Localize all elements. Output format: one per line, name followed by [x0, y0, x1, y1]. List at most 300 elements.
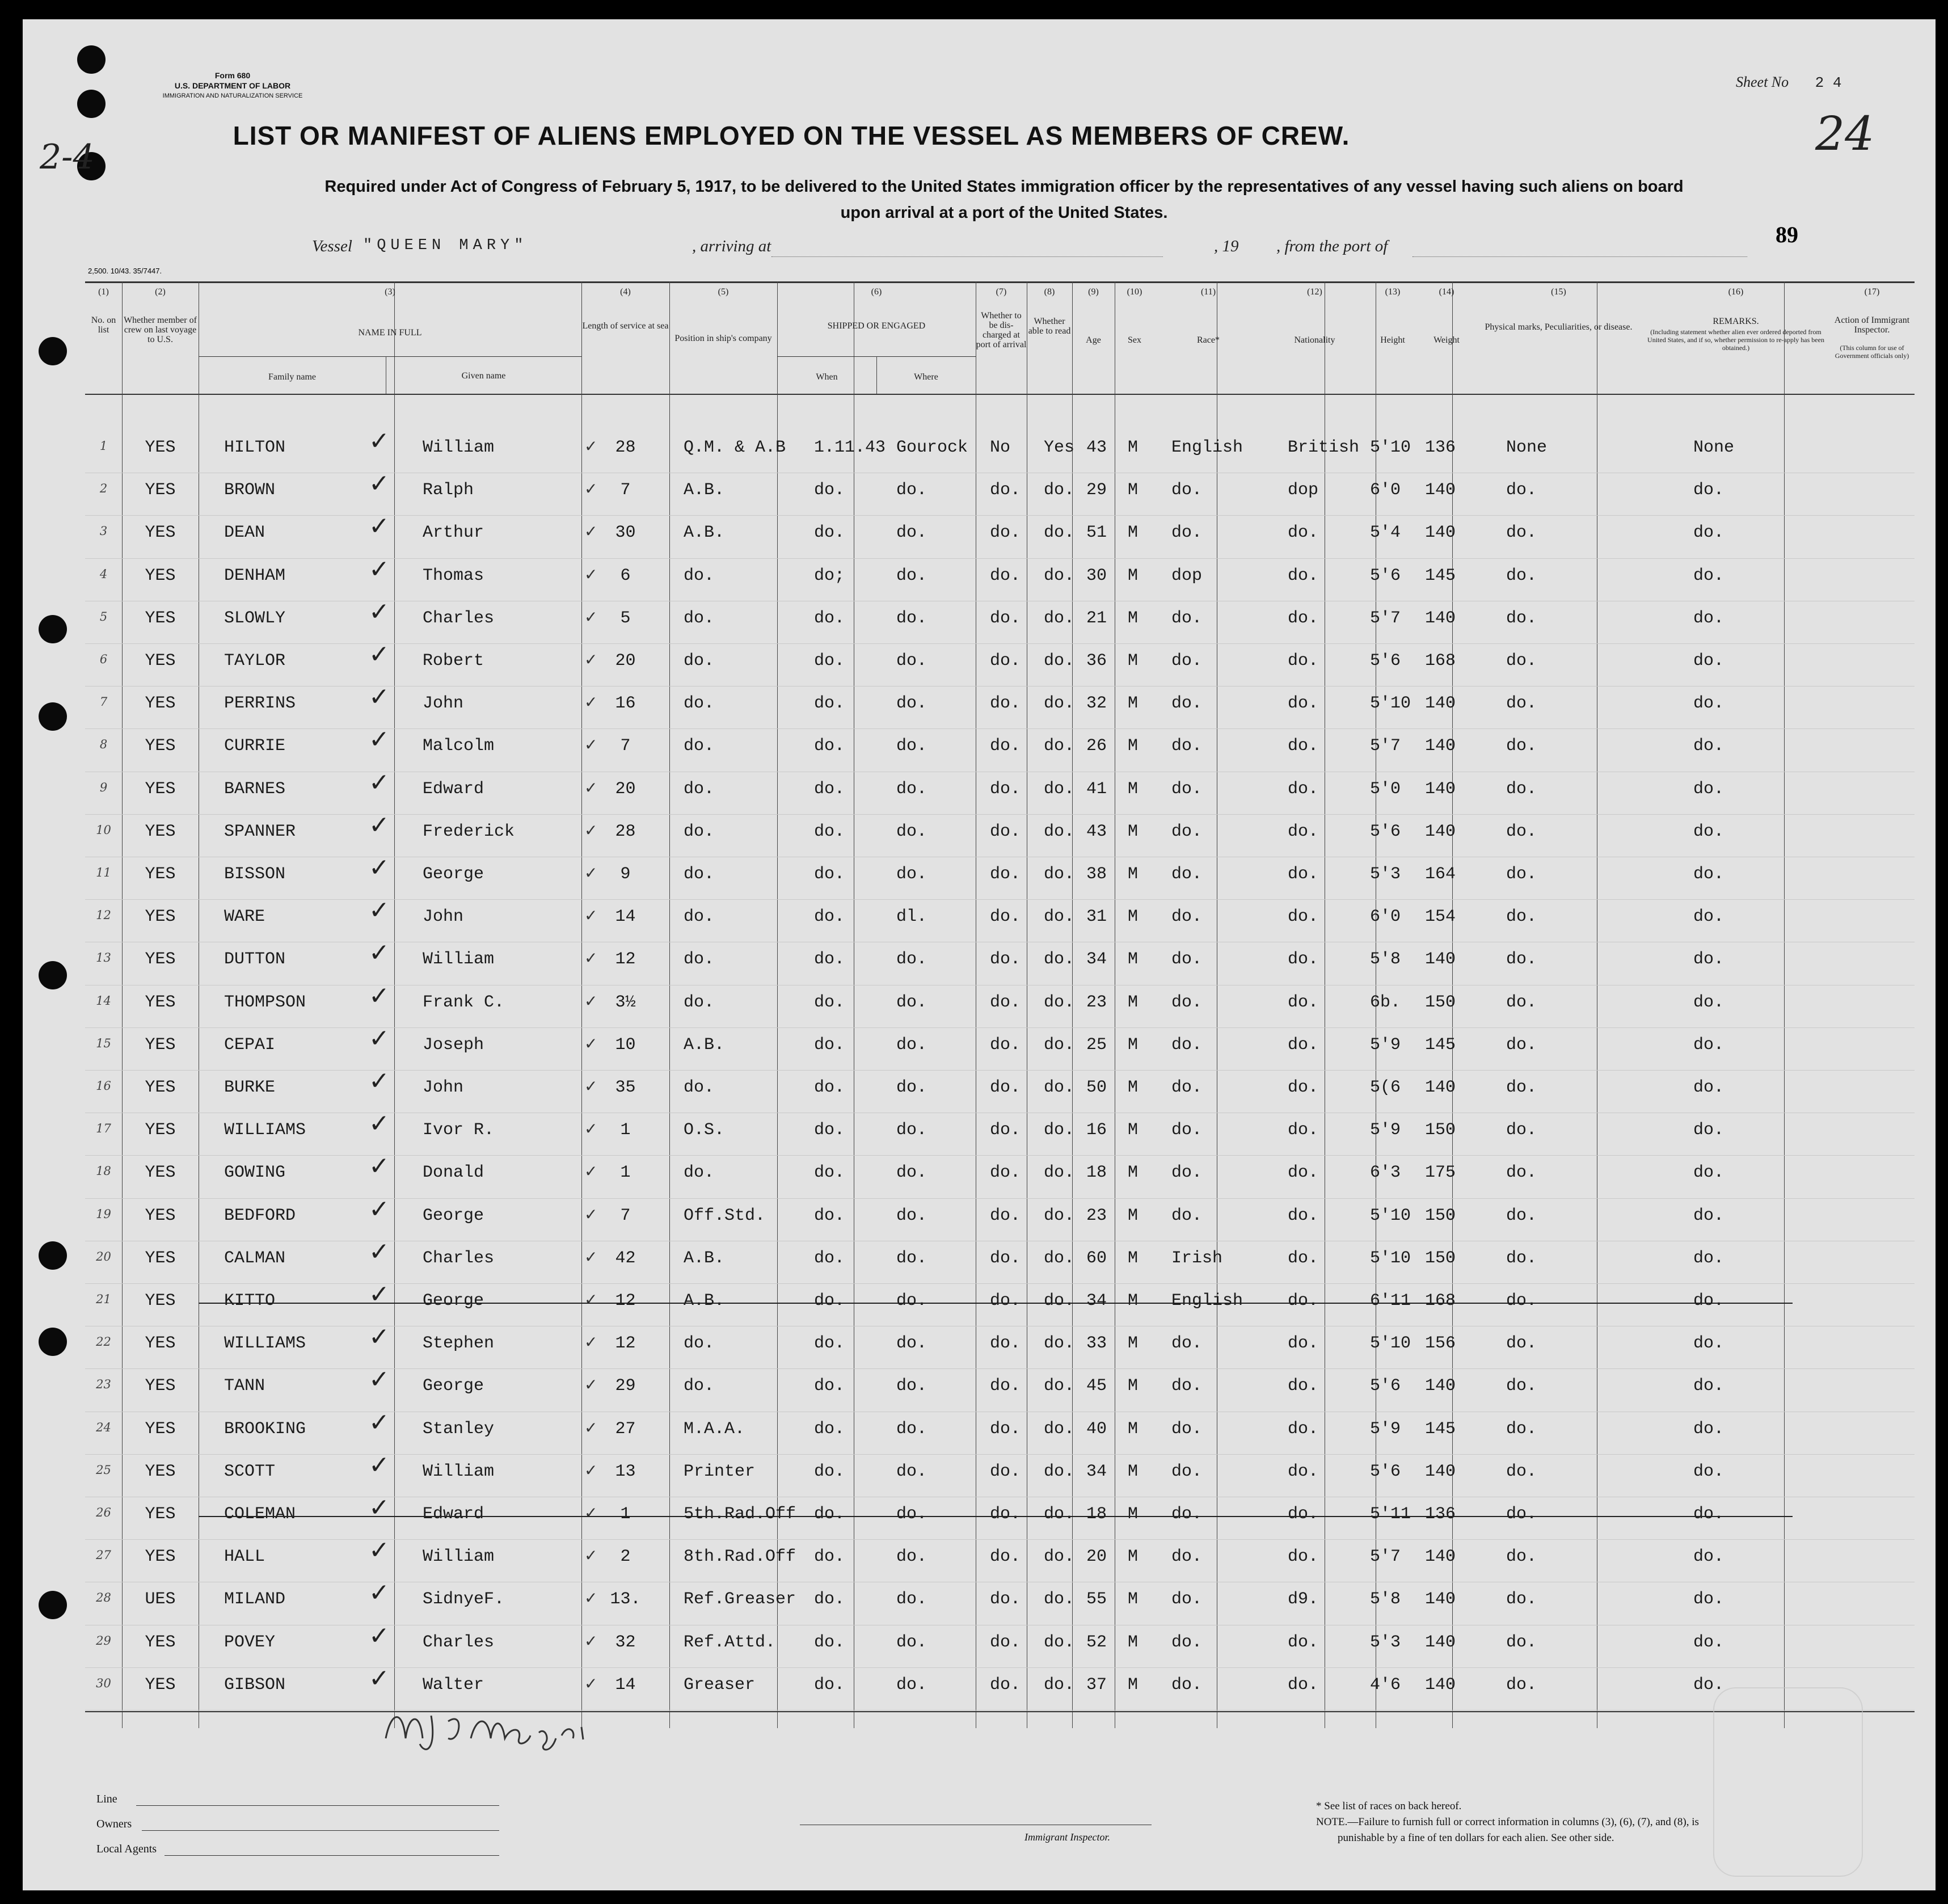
- member-cell: YES: [145, 1078, 176, 1097]
- shipped-where-cell: Gourock: [896, 438, 968, 457]
- race-cell: do.: [1171, 1334, 1203, 1354]
- able-to-read-cell: do.: [1044, 1121, 1075, 1140]
- given-name-cell: John: [423, 694, 464, 714]
- checkmark-icon: ✓: [369, 1152, 390, 1181]
- given-name-cell: William: [423, 438, 495, 457]
- table-row: [85, 725, 1915, 772]
- discharged-cell: do.: [990, 1376, 1021, 1396]
- remarks-cell: do.: [1693, 1206, 1724, 1225]
- sex-cell: M: [1128, 1248, 1139, 1268]
- sex-cell: M: [1128, 1505, 1139, 1524]
- table-row: [85, 1280, 1915, 1327]
- row-number-cell: 24: [96, 1420, 111, 1434]
- shipped-when-cell: do.: [814, 736, 845, 756]
- weight-cell: 150: [1425, 992, 1456, 1012]
- column-header-when: When: [816, 372, 838, 382]
- shipped-where-cell: do.: [896, 1121, 927, 1140]
- service-length-cell: 14: [615, 1675, 636, 1695]
- remarks-cell: do.: [1693, 1035, 1724, 1055]
- weight-cell: 145: [1425, 566, 1456, 585]
- weight-cell: 140: [1425, 694, 1456, 714]
- physical-marks-cell: do.: [1506, 736, 1537, 756]
- race-cell: English: [1171, 438, 1243, 457]
- tick-icon: ✓: [584, 991, 598, 1010]
- family-name-cell: SLOWLY: [224, 608, 286, 628]
- row-number-cell: 17: [96, 1122, 111, 1136]
- remarks-cell: do.: [1693, 1078, 1724, 1097]
- table-rule: [85, 394, 1915, 395]
- checkmark-icon: ✓: [369, 853, 390, 882]
- member-cell: YES: [145, 1206, 176, 1225]
- checkmark-icon: ✓: [369, 427, 390, 456]
- able-to-read-cell: do.: [1044, 1078, 1075, 1097]
- weight-cell: 156: [1425, 1334, 1456, 1354]
- checkmark-icon: ✓: [369, 1109, 390, 1139]
- sex-cell: M: [1128, 822, 1139, 841]
- tick-icon: ✓: [584, 1546, 598, 1565]
- remarks-cell: do.: [1693, 779, 1724, 799]
- row-rule: [85, 1027, 1915, 1028]
- tick-icon: ✓: [584, 607, 598, 626]
- column-header-discharged: Whether to be dis-charged at port of arrival: [976, 311, 1027, 349]
- row-number-cell: 12: [96, 908, 111, 922]
- weight-cell: 145: [1425, 1419, 1456, 1439]
- signature-scribble: [380, 1704, 596, 1755]
- physical-marks-cell: do.: [1506, 992, 1537, 1012]
- physical-marks-cell: do.: [1506, 1461, 1537, 1481]
- service-length-cell: 7: [620, 736, 631, 756]
- row-number-cell: 10: [96, 823, 111, 837]
- shipped-when-cell: do.: [814, 1078, 845, 1097]
- tick-icon: ✓: [584, 522, 598, 541]
- service-length-cell: 12: [615, 1291, 636, 1311]
- crew-table: [85, 281, 1915, 1734]
- physical-marks-cell: do.: [1506, 1035, 1537, 1055]
- nationality-cell: d9.: [1288, 1590, 1319, 1610]
- physical-marks-cell: do.: [1506, 1163, 1537, 1183]
- column-header-action-note: (This column for use of Government officials only): [1835, 344, 1909, 360]
- sex-cell: M: [1128, 1547, 1139, 1567]
- height-cell: 5'7: [1370, 608, 1401, 628]
- punch-hole: [39, 1241, 67, 1270]
- able-to-read-cell: do.: [1044, 950, 1075, 970]
- tick-icon: ✓: [584, 479, 598, 499]
- able-to-read-cell: do.: [1044, 1248, 1075, 1268]
- service-length-cell: 13: [615, 1461, 636, 1481]
- race-cell: do.: [1171, 1035, 1203, 1055]
- nationality-cell: do.: [1288, 1334, 1319, 1354]
- discharged-cell: do.: [990, 1461, 1021, 1481]
- checkmark-icon: ✓: [369, 981, 390, 1010]
- nationality-cell: do.: [1288, 694, 1319, 714]
- family-name-cell: WILLIAMS: [224, 1334, 306, 1354]
- sex-cell: M: [1128, 1461, 1139, 1481]
- position-cell: do.: [684, 1376, 715, 1396]
- shipped-when-cell: do.: [814, 1291, 845, 1311]
- checkmark-icon: ✓: [369, 1322, 390, 1352]
- column-header-no-on-list: No. on list: [91, 315, 116, 335]
- checkmark-icon: ✓: [369, 597, 390, 626]
- member-cell: YES: [145, 608, 176, 628]
- shipped-where-cell: do.: [896, 1291, 927, 1311]
- tick-icon: ✓: [584, 565, 598, 584]
- discharged-cell: do.: [990, 779, 1021, 799]
- arriving-blank: [771, 256, 1163, 257]
- position-cell: A.B.: [684, 1291, 725, 1311]
- shipped-where-cell: dl.: [896, 907, 927, 927]
- column-header-physical-marks: Physical marks, Peculiarities, or disease.: [1485, 322, 1633, 332]
- member-cell: YES: [145, 566, 176, 585]
- table-row: [85, 1194, 1915, 1242]
- owners-blank: [142, 1830, 499, 1831]
- physical-marks-cell: do.: [1506, 566, 1537, 585]
- service-length-cell: 20: [615, 651, 636, 671]
- subheader-rule: [199, 356, 581, 357]
- physical-marks-cell: do.: [1506, 1590, 1537, 1610]
- row-rule: [85, 814, 1915, 815]
- remarks-cell: do.: [1693, 950, 1724, 970]
- table-row: [85, 1450, 1915, 1498]
- checkmark-icon: ✓: [369, 469, 390, 499]
- column-number: (16): [1728, 287, 1744, 297]
- service-length-cell: 9: [620, 865, 631, 884]
- member-cell: YES: [145, 1248, 176, 1268]
- able-to-read-cell: do.: [1044, 865, 1075, 884]
- age-cell: 23: [1086, 1206, 1107, 1225]
- position-cell: do.: [684, 566, 715, 585]
- shipped-where-cell: do.: [896, 566, 927, 585]
- weight-cell: 140: [1425, 608, 1456, 628]
- family-name-cell: PERRINS: [224, 694, 296, 714]
- sex-cell: M: [1128, 1590, 1139, 1610]
- service-length-cell: 30: [615, 523, 636, 543]
- position-cell: do.: [684, 992, 715, 1012]
- shipped-where-cell: do.: [896, 694, 927, 714]
- nationality-cell: British: [1288, 438, 1360, 457]
- tick-icon: ✓: [584, 778, 598, 797]
- nationality-cell: do.: [1288, 523, 1319, 543]
- tick-icon: ✓: [584, 906, 598, 925]
- row-number-cell: 8: [99, 738, 108, 752]
- position-cell: do.: [684, 1163, 715, 1183]
- row-rule: [85, 1155, 1915, 1156]
- shipped-where-cell: do.: [896, 523, 927, 543]
- age-cell: 25: [1086, 1035, 1107, 1055]
- family-name-cell: CEPAI: [224, 1035, 276, 1055]
- remarks-cell: do.: [1693, 1632, 1724, 1652]
- owners-label: Owners: [96, 1818, 132, 1830]
- age-cell: 60: [1086, 1248, 1107, 1268]
- tick-icon: ✓: [584, 1460, 598, 1480]
- shipped-where-cell: do.: [896, 1248, 927, 1268]
- able-to-read-cell: Yes: [1044, 438, 1075, 457]
- weight-cell: 168: [1425, 651, 1456, 671]
- given-name-cell: William: [423, 1461, 495, 1481]
- shipped-when-cell: do.: [814, 1248, 845, 1268]
- margin-handwritten-number: 2-4: [40, 137, 95, 177]
- discharged-cell: do.: [990, 736, 1021, 756]
- race-cell: do.: [1171, 481, 1203, 500]
- shipped-when-cell: do.: [814, 481, 845, 500]
- row-number-cell: 14: [96, 993, 111, 1008]
- height-cell: 5'10: [1370, 1206, 1411, 1225]
- race-cell: do.: [1171, 1632, 1203, 1652]
- age-cell: 21: [1086, 608, 1107, 628]
- column-header-race: Race*: [1197, 335, 1220, 345]
- family-name-cell: POVEY: [224, 1632, 276, 1652]
- able-to-read-cell: do.: [1044, 1505, 1075, 1524]
- position-cell: 8th.Rad.Off: [684, 1547, 796, 1567]
- able-to-read-cell: do.: [1044, 822, 1075, 841]
- column-number: (1): [98, 287, 109, 297]
- sex-cell: M: [1128, 950, 1139, 970]
- height-cell: 6'3: [1370, 1163, 1401, 1183]
- family-name-cell: COLEMAN: [224, 1505, 296, 1524]
- age-cell: 18: [1086, 1505, 1107, 1524]
- vessel-label: Vessel: [312, 237, 352, 255]
- sex-cell: M: [1128, 865, 1139, 884]
- family-name-cell: KITTO: [224, 1291, 276, 1311]
- checkmark-icon: ✓: [369, 1194, 390, 1224]
- table-row: [85, 981, 1915, 1029]
- tick-icon: ✓: [584, 437, 598, 456]
- sex-cell: M: [1128, 736, 1139, 756]
- checkmark-icon: ✓: [369, 1280, 390, 1309]
- vessel-name: "QUEEN MARY": [363, 237, 528, 254]
- remarks-cell: do.: [1693, 694, 1724, 714]
- service-length-cell: 42: [615, 1248, 636, 1268]
- nationality-cell: do.: [1288, 822, 1319, 841]
- sex-cell: M: [1128, 694, 1139, 714]
- tick-icon: ✓: [584, 949, 598, 968]
- row-number-cell: 20: [96, 1249, 111, 1263]
- sex-cell: M: [1128, 907, 1139, 927]
- sex-cell: M: [1128, 1206, 1139, 1225]
- row-number-cell: 7: [99, 695, 108, 709]
- sex-cell: M: [1128, 438, 1139, 457]
- print-code: 2,500. 10/43. 35/7447.: [88, 267, 162, 275]
- table-rule: [85, 1711, 1915, 1712]
- checkmark-icon: ✓: [369, 1621, 390, 1650]
- remarks-cell: do.: [1693, 736, 1724, 756]
- remarks-cell: do.: [1693, 566, 1724, 585]
- race-cell: do.: [1171, 736, 1203, 756]
- table-row: [85, 1493, 1915, 1540]
- height-cell: 5'10: [1370, 1248, 1411, 1268]
- able-to-read-cell: do.: [1044, 1419, 1075, 1439]
- shipped-when-cell: do.: [814, 1163, 845, 1183]
- tick-icon: ✓: [584, 1503, 598, 1522]
- family-name-cell: BROOKING: [224, 1419, 306, 1439]
- member-cell: YES: [145, 907, 176, 927]
- physical-marks-cell: do.: [1506, 1547, 1537, 1567]
- sex-cell: M: [1128, 992, 1139, 1012]
- position-cell: A.B.: [684, 481, 725, 500]
- inspector-label: Immigrant Inspector.: [1024, 1831, 1110, 1843]
- row-number-cell: 23: [96, 1378, 111, 1392]
- shipped-where-cell: do.: [896, 1206, 927, 1225]
- manifest-sheet: [23, 19, 1936, 1890]
- shipped-where-cell: do.: [896, 651, 927, 671]
- position-cell: do.: [684, 1078, 715, 1097]
- family-name-cell: GOWING: [224, 1163, 286, 1183]
- given-name-cell: Charles: [423, 1632, 495, 1652]
- age-cell: 18: [1086, 1163, 1107, 1183]
- age-cell: 30: [1086, 566, 1107, 585]
- sex-cell: M: [1128, 1078, 1139, 1097]
- remarks-cell: do.: [1693, 1376, 1724, 1396]
- service-length-cell: 10: [615, 1035, 636, 1055]
- height-cell: 5'6: [1370, 822, 1401, 841]
- remarks-cell: do.: [1693, 1590, 1724, 1610]
- given-name-cell: George: [423, 1206, 484, 1225]
- tick-icon: ✓: [584, 1119, 598, 1139]
- nationality-cell: do.: [1288, 907, 1319, 927]
- family-name-cell: DUTTON: [224, 950, 286, 970]
- remarks-cell: do.: [1693, 1121, 1724, 1140]
- form-label: [125, 70, 340, 101]
- punch-hole: [39, 1328, 67, 1356]
- row-number-cell: 13: [96, 951, 111, 965]
- age-cell: 34: [1086, 1461, 1107, 1481]
- physical-marks-cell: None: [1506, 438, 1548, 457]
- from-port-label: , from the port of: [1276, 237, 1388, 255]
- able-to-read-cell: do.: [1044, 608, 1075, 628]
- row-rule: [85, 1710, 1915, 1711]
- able-to-read-cell: do.: [1044, 1206, 1075, 1225]
- race-cell: do.: [1171, 1590, 1203, 1610]
- column-number: (9): [1088, 287, 1099, 297]
- age-cell: 34: [1086, 1291, 1107, 1311]
- member-cell: YES: [145, 1632, 176, 1652]
- age-cell: 45: [1086, 1376, 1107, 1396]
- member-cell: UES: [145, 1590, 176, 1610]
- sex-cell: M: [1128, 608, 1139, 628]
- row-number-cell: 25: [96, 1463, 111, 1477]
- row-number-cell: 16: [96, 1079, 111, 1093]
- row-number-cell: 1: [99, 439, 108, 453]
- vessel-line: [312, 237, 1747, 260]
- remarks-cell: do.: [1693, 523, 1724, 543]
- tick-icon: ✓: [584, 1375, 598, 1395]
- shipped-when-cell: do.: [814, 779, 845, 799]
- punch-hole: [39, 615, 67, 643]
- strike-through-line: [199, 1516, 1793, 1517]
- page-subtitle: [318, 174, 1690, 226]
- able-to-read-cell: do.: [1044, 651, 1075, 671]
- row-rule: [85, 1539, 1915, 1540]
- checkmark-icon: ✓: [369, 725, 390, 755]
- age-cell: 23: [1086, 992, 1107, 1012]
- remarks-cell: do.: [1693, 1675, 1724, 1695]
- given-name-cell: Malcolm: [423, 736, 495, 756]
- remarks-cell: do.: [1693, 1163, 1724, 1183]
- sex-cell: M: [1128, 1163, 1139, 1183]
- shipped-where-cell: do.: [896, 1078, 927, 1097]
- nationality-cell: do.: [1288, 1078, 1319, 1097]
- discharged-cell: do.: [990, 1163, 1021, 1183]
- discharged-cell: do.: [990, 1632, 1021, 1652]
- nationality-cell: do.: [1288, 1461, 1319, 1481]
- physical-marks-cell: do.: [1506, 1505, 1537, 1524]
- member-cell: YES: [145, 950, 176, 970]
- table-row: [85, 1578, 1915, 1625]
- family-name-cell: HALL: [224, 1547, 265, 1567]
- tick-icon: ✓: [584, 1631, 598, 1650]
- service-length-cell: 28: [615, 822, 636, 841]
- family-name-cell: HILTON: [224, 438, 286, 457]
- column-header-nationality: Nationality: [1294, 335, 1335, 345]
- year-label: , 19: [1214, 237, 1239, 255]
- weight-cell: 140: [1425, 950, 1456, 970]
- tick-icon: ✓: [584, 1034, 598, 1053]
- line-label: Line: [96, 1793, 117, 1805]
- age-cell: 32: [1086, 694, 1107, 714]
- height-cell: 5'3: [1370, 1632, 1401, 1652]
- able-to-read-cell: do.: [1044, 1376, 1075, 1396]
- tick-icon: ✓: [584, 863, 598, 882]
- position-cell: M.A.A.: [684, 1419, 745, 1439]
- form-number: Form 680: [214, 71, 251, 80]
- able-to-read-cell: do.: [1044, 1163, 1075, 1183]
- column-header-able-to-read: Whether able to read: [1028, 317, 1071, 336]
- shipped-when-cell: do.: [814, 694, 845, 714]
- discharged-cell: do.: [990, 481, 1021, 500]
- column-number: (7): [996, 287, 1007, 297]
- shipped-when-cell: do.: [814, 1675, 845, 1695]
- shipped-where-cell: do.: [896, 865, 927, 884]
- height-cell: 5'7: [1370, 1547, 1401, 1567]
- weight-cell: 168: [1425, 1291, 1456, 1311]
- race-cell: do.: [1171, 822, 1203, 841]
- age-cell: 40: [1086, 1419, 1107, 1439]
- physical-marks-cell: do.: [1506, 1675, 1537, 1695]
- shipped-when-cell: do.: [814, 907, 845, 927]
- punch-hole: [77, 90, 106, 118]
- inspector-signature: [380, 1704, 596, 1763]
- table-row: [85, 683, 1915, 730]
- remarks-cell: do.: [1693, 1505, 1724, 1524]
- given-name-cell: Frederick: [423, 822, 515, 841]
- member-cell: YES: [145, 779, 176, 799]
- column-number: (12): [1307, 287, 1322, 297]
- able-to-read-cell: do.: [1044, 694, 1075, 714]
- sex-cell: M: [1128, 1121, 1139, 1140]
- column-header-whether-member: Whether member of crew on last voyage to U.S.: [124, 315, 197, 344]
- family-name-cell: DENHAM: [224, 566, 286, 585]
- department-name: U.S. DEPARTMENT OF LABOR: [174, 81, 291, 90]
- shipped-where-cell: do.: [896, 1505, 927, 1524]
- given-name-cell: Stanley: [423, 1419, 495, 1439]
- column-header-position: Position in ship's company: [674, 334, 772, 343]
- discharged-cell: do.: [990, 1035, 1021, 1055]
- row-number-cell: 6: [99, 652, 108, 666]
- table-row: [85, 427, 1915, 474]
- height-cell: 5'6: [1370, 651, 1401, 671]
- weight-cell: 150: [1425, 1248, 1456, 1268]
- age-cell: 43: [1086, 438, 1107, 457]
- physical-marks-cell: do.: [1506, 481, 1537, 500]
- column-number: (13): [1385, 287, 1401, 297]
- given-name-cell: Edward: [423, 1505, 484, 1524]
- height-cell: 5'10: [1370, 694, 1411, 714]
- discharged-cell: do.: [990, 1505, 1021, 1524]
- able-to-read-cell: do.: [1044, 1334, 1075, 1354]
- shipped-where-cell: do.: [896, 1419, 927, 1439]
- tick-icon: ✓: [584, 693, 598, 712]
- checkmark-icon: ✓: [369, 810, 390, 840]
- row-number-cell: 28: [96, 1591, 111, 1605]
